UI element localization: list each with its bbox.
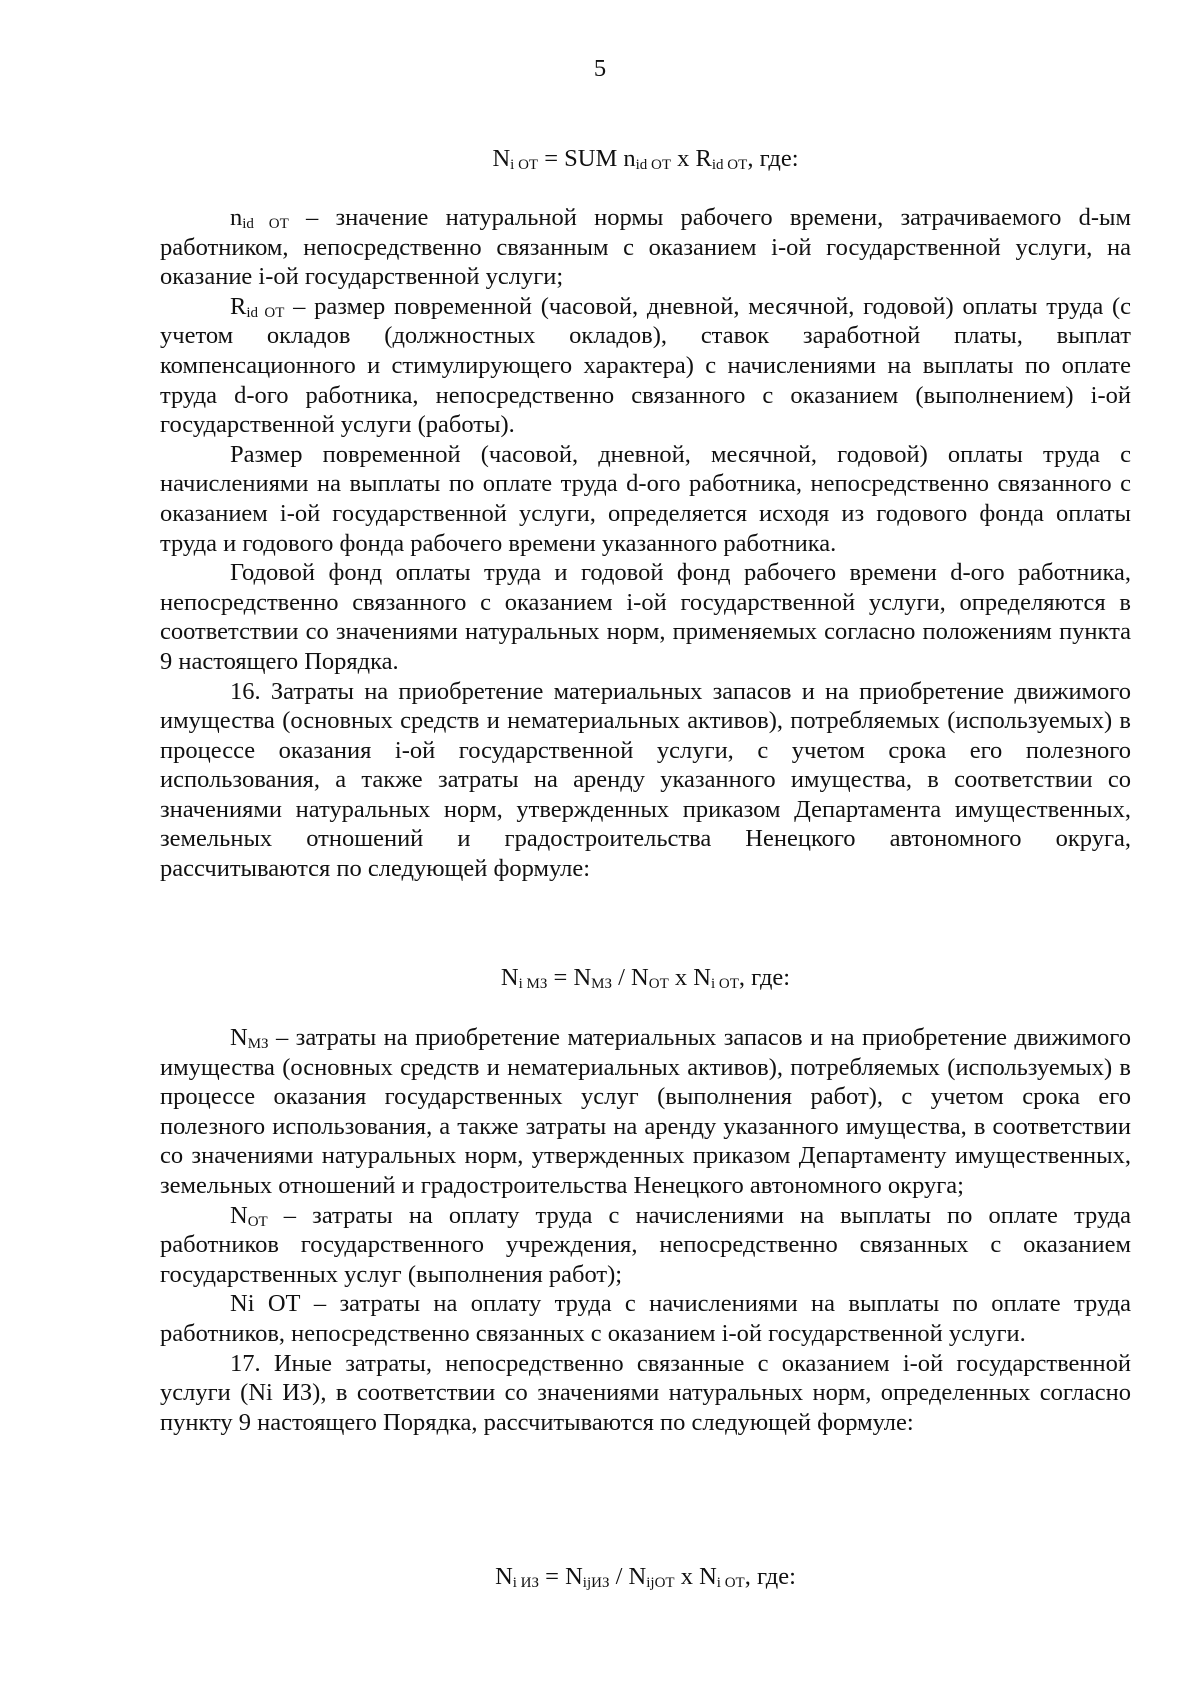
definition-n-id-ot: $n_{id ОТ}$ – значение натуральной нормы рабочего времени, затрачиваемого d-ым работником, непосредственно связанным с оказанием i-ой государственной услуги, на оказание i-ой государственной услуги; [160,204,1131,291]
definition-n-ot: $N_{ОТ}$ – затраты на оплату труда с начислениями на выплаты по оплате труда работников государственного учреждения, непосредственно связанных с оказанием государственных услуг (выполнения работ); [160,1201,1131,1288]
definition-r-id-ot: $R_{id ОТ}$ – размер повременной (часовой, дневной, месячной, годовой) оплаты труда (с учетом окладов (должностных окладов), ставок заработной платы, выплат компенсационного и стимулирующего характера) с начислениями на выплаты по оплате труда d-ого работника, непосредственно связанного с оказанием (выполнением) i-ой государственной услуги (работы). [160,292,1131,439]
definition-n-mz: $N_{МЗ}$ – затраты на приобретение материальных запасов и на приобретение движимого имущества (основных средств и нематериальных активов), потребляемых (используемых) в процессе оказания государственных услуг (выполнения работ), с учетом срока его полезного использования, а также затраты на аренду указанного имущества, в соответствии со значениями натуральных норм, утвержденных приказом Департаменту имущественных, земельных отношений и градостроительства Ненецкого автономного округа; [160,1024,1131,1199]
definition-ni-ot: Ni ОТ – затраты на оплату труда с начислениями на выплаты по оплате труда работников, непосредственно связанных с оказанием i-ой государственной услуги. [160,1290,1131,1347]
formula-ni-mz: $N_{i МЗ} = N_{МЗ} / N_{ОТ}$ x $N_{i ОТ}$, где: [500,964,791,992]
paragraph-item-17: 17. Иные затраты, непосредственно связанные с оказанием i-ой государственной услуги (Ni ИЗ), в соответствии со значениями натуральных норм, определенных согласно пункту 9 настоящего Порядка, рассчитываются по следующей формуле: [160,1349,1131,1436]
formula-ni-iz: $N_{i ИЗ} = N_{ijИЗ} / N_{ijОТ}$ x $N_{i ОТ}$, где: [495,1563,796,1591]
page-number: 5 [593,55,607,82]
paragraph-annual-fund: Годовой фонд оплаты труда и годовой фонд рабочего времени d-ого работника, непосредственно связанного с оказанием i-ой государственной услуги, определяются в соответствии со значениями натуральных норм, применяемых согласно положениям пункта 9 настоящего Порядка. [160,559,1131,675]
paragraph-pay-size: Размер повременной (часовой, дневной, месячной, годовой) оплаты труда с начислениями на выплаты по оплате труда d-ого работника, непосредственно связанного с оказанием i-ой государственной услуги, определяется исходя из годового фонда оплаты труда и годового фонда рабочего времени указанного работника. [160,440,1131,557]
formula-ni-ot: $N_{i ОТ}$ = SUM $n_{id ОТ}$ x $R_{id ОТ}$, где: [492,145,799,173]
text-block-1 [160,203,1131,884]
paragraph-item-16: 16. Затраты на приобретение материальных запасов и на приобретение движимого имущества (основных средств и нематериальных активов), потребляемых (используемых) в процессе оказания i-ой государственной услуги, с учетом срока его полезного использования, а также затраты на аренду указанного имущества, в соответствии со значениями натуральных норм, утвержденных приказом Департамента имущественных, земельных отношений и градостроительства Ненецкого автономного округа, рассчитываются по следующей формуле: [160,677,1131,883]
text-block-2 [160,1023,1131,1437]
